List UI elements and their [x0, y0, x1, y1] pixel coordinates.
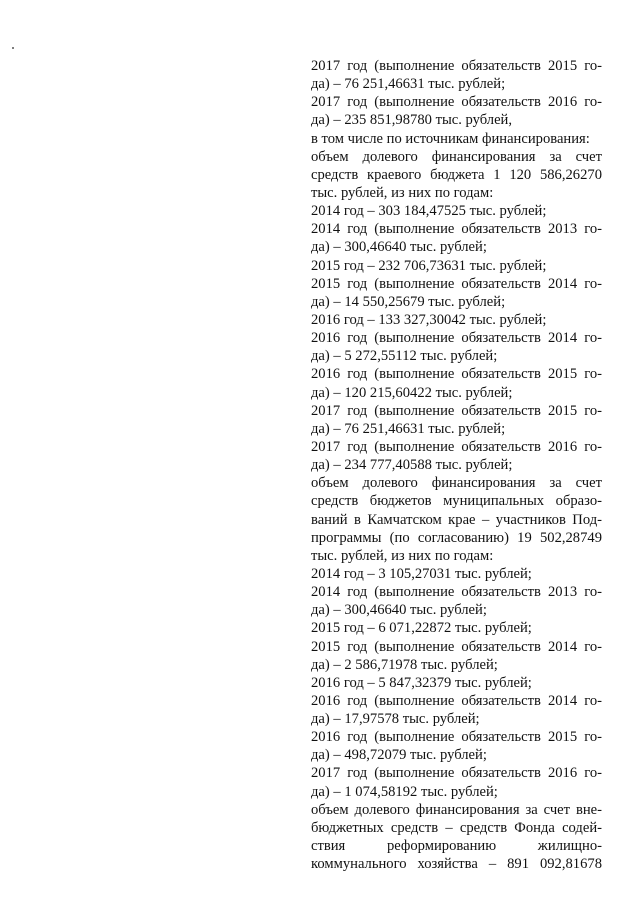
text-line: да) – 234 777,40588 тыс. рублей; [311, 457, 513, 474]
text-line: программы (по согласованию) 19 502,28749 [311, 529, 602, 546]
text-line: да) – 300,46640 тыс. рублей; [311, 239, 487, 256]
text-line: 2015 год (выполнение обязательств 2014 го- [311, 275, 602, 292]
text-line: тыс. рублей, из них по годам: [311, 547, 494, 564]
text-line: да) – 17,97578 тыс. рублей; [311, 711, 480, 728]
text-line: да) – 300,46640 тыс. рублей; [311, 602, 487, 619]
text-line: 2017 год (выполнение обязательств 2016 го- [311, 438, 602, 455]
text-line: 2016 год (выполнение обязательств 2015 го- [311, 366, 602, 383]
text-line: 2016 год – 133 327,30042 тыс. рублей; [311, 311, 547, 328]
text-line: 2015 год – 6 071,22872 тыс. рублей; [311, 620, 532, 637]
text-line: средств бюджетов муниципальных образо- [311, 493, 602, 510]
text-line: средств краевого бюджета 1 120 586,26270 [311, 166, 602, 183]
text-line: объем долевого финансирования за счет [311, 148, 602, 165]
document-text-column [311, 57, 602, 873]
text-line: 2017 год (выполнение обязательств 2016 го- [311, 94, 602, 111]
text-line: объем долевого финансирования за счет [311, 475, 602, 492]
text-line: 2014 год – 303 184,47525 тыс. рублей; [311, 203, 547, 220]
text-line: коммунального хозяйства – 891 092,81678 [311, 856, 602, 873]
text-line: 2017 год (выполнение обязательств 2016 го- [311, 765, 602, 782]
text-line: да) – 76 251,46631 тыс. рублей; [311, 76, 506, 93]
text-line: 2016 год (выполнение обязательств 2015 го- [311, 729, 602, 746]
text-line: в том числе по источникам финансирования: [311, 130, 590, 147]
text-line: 2017 год (выполнение обязательств 2015 го- [311, 402, 602, 419]
text-line: да) – 2 586,71978 тыс. рублей; [311, 656, 498, 673]
text-line: 2014 год – 3 105,27031 тыс. рублей; [311, 565, 532, 582]
text-line: да) – 498,72079 тыс. рублей; [311, 747, 487, 764]
text-line: 2017 год (выполнение обязательств 2015 го- [311, 58, 602, 74]
scan-speck [12, 47, 14, 49]
text-line: 2015 год (выполнение обязательств 2014 го- [311, 638, 602, 655]
text-line: 2016 год (выполнение обязательств 2014 го- [311, 330, 602, 347]
text-line: да) – 5 272,55112 тыс. рублей; [311, 348, 498, 365]
text-line: ваний в Камчатском крае – участников Под- [311, 511, 602, 528]
text-line: 2015 год – 232 706,73631 тыс. рублей; [311, 257, 547, 274]
text-line: 2014 год (выполнение обязательств 2013 го- [311, 584, 602, 601]
text-line: да) – 120 215,60422 тыс. рублей; [311, 384, 513, 401]
text-line: 2014 год (выполнение обязательств 2013 го- [311, 221, 602, 238]
text-line: да) – 76 251,46631 тыс. рублей; [311, 420, 506, 437]
text-line: ствия реформированию жилищно- [311, 838, 602, 855]
text-line: тыс. рублей, из них по годам: [311, 184, 494, 201]
text-line: 2016 год – 5 847,32379 тыс. рублей; [311, 674, 532, 691]
text-line: да) – 1 074,58192 тыс. рублей; [311, 783, 498, 800]
text-line: объем долевого финансирования за счет вне- [311, 801, 602, 818]
text-line: бюджетных средств – средств Фонда содей- [311, 819, 602, 836]
text-line: да) – 14 550,25679 тыс. рублей; [311, 293, 506, 310]
text-line: да) – 235 851,98780 тыс. рублей, [311, 112, 513, 129]
text-line: 2016 год (выполнение обязательств 2014 го- [311, 692, 602, 709]
